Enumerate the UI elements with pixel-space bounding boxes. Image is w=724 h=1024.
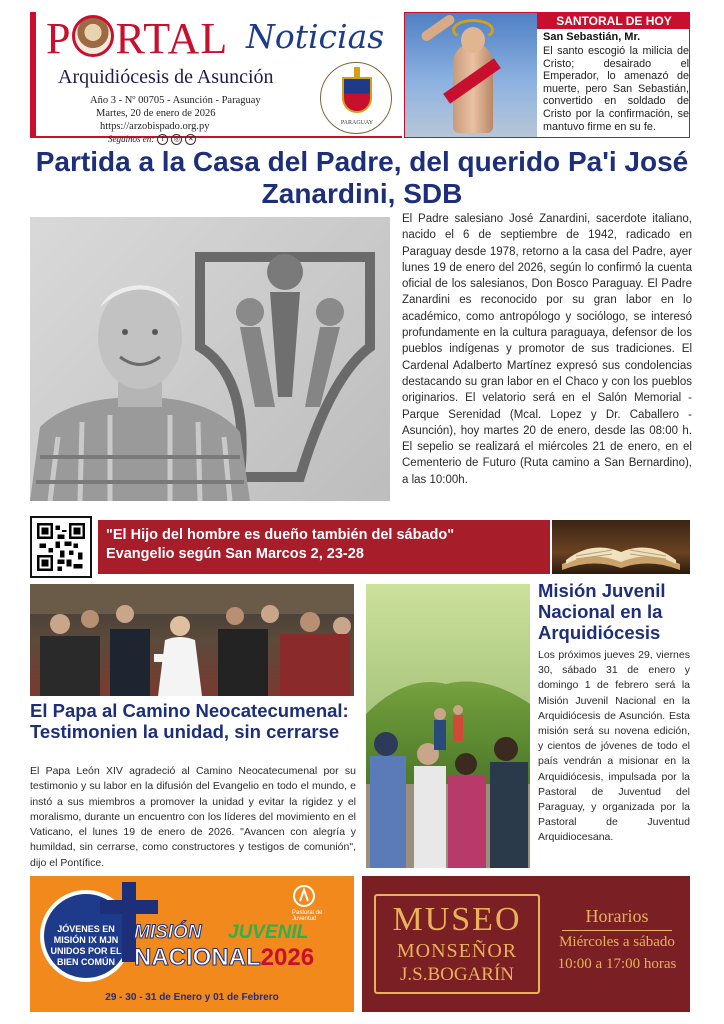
issue-number: Año 3 - Nº 00705 - Asunción - Paraguay [90,95,261,106]
zanardini-photo [30,217,390,501]
portal-logo-rtal: RTAL [115,14,229,63]
horarios-divider [562,930,672,931]
saint-sebastian-image [405,13,537,138]
museo-bogarin-banner[interactable] [362,876,690,1012]
youth-mission-photo [366,584,530,868]
website-link[interactable]: https://arzobispado.org.py [100,121,210,132]
open-bible-image [552,520,690,574]
pastoral-juventud-icon [292,884,316,908]
portal-logo-p: P [46,14,72,63]
virgin-medallion-icon [72,15,114,57]
horarios-hours: 10:00 a 17:00 horas [557,956,677,972]
pastoral-juventud-text: Pastoral de Juventud [292,910,323,922]
noticias-logo: Noticias [246,17,385,56]
mjn-year: 2026 [260,944,315,971]
saint-description: El santo escogió la milicia de Cristo; desairado el Emperador, lo amenazó de muerte, pero San Sebastián, convertido en soldado de Cristo por la confirmación, se mantuvo firme en su fe. [543,45,689,133]
mjn-word-nacional-text: NACIONAL [134,944,261,971]
mjn-emblem-text: JÓVENES EN MISIÓN IX MJN UNIDOS POR EL BIEN COMÚN [50,924,122,967]
priest-portrait [30,257,250,501]
saint-name: San Sebastián, Mr. [543,31,641,43]
instagram-icon[interactable]: ◎ [171,134,182,145]
seal-text: PARAGUAY [340,120,374,126]
museo-title-line1: MUSEO [392,901,522,938]
seal-shield-icon [342,77,372,113]
youth-story-text: Los próximos jueves 29, viernes 30, sábado 31 de enero y domingo 1 de febrero será la Misión Juvenil Nacional en la Arquidiócesis de Asunción. Esta misión será su novena edición, y cientos de jóvenes de todo el país vendrán a misionar en la Arquidiócesis, impulsada por la Pastoral de Juventud del Paraguay, y organizada por la Pastoral de Juventud Arquidiocesana. [538,649,690,844]
qr-code-icon[interactable] [30,516,92,578]
mjn-word-nacional [134,944,314,972]
pope-story-text: El Papa León XIV agradeció al Camino Neocatecumenal por su testimonio y su labor en la difusión del Evangelio en todo el mundo, e instó a sus miembros a promover la unidad y evitar la rigidez y el moralismo, durante un encuentro con los líderes del movimiento en el Vaticano, el lunes 19 de enero de 2026. "Avancen con alegría y humildad, sin cerrarse, como constructores y testigos de comunión", dijo el Pontífice. [30,765,356,869]
archdiocese-seal [320,62,392,134]
archdiocese-name: Arquidiócesis de Asunción [58,66,274,88]
masthead-red-bar [30,12,36,138]
facebook-icon[interactable]: f [157,134,168,145]
mjn-dates: 29 - 30 - 31 de Enero y 01 de Febrero [105,992,279,1003]
issue-date: Martes, 20 de enero de 2026 [96,108,216,119]
saint-head [461,27,485,53]
pastoral-juventud-logo [292,884,348,922]
gospel-banner [98,520,550,574]
museo-title-box [374,894,540,994]
mjn-word-mision: MISIÓN [134,922,202,943]
santoral-header: SANTORAL DE HOY [537,13,690,29]
main-headline: Partida a la Casa del Padre, del querido Pa'i José Zanardini, SDB [35,146,689,209]
x-icon[interactable]: ✕ [185,134,196,145]
pope-story-title: El Papa al Camino Neocatecumenal: Testimonien la unidad, sin cerrarse [30,700,349,742]
saint-arm [420,13,457,43]
portal-logo [46,14,228,64]
horarios-days: Miércoles a sábado [559,934,675,950]
main-story-text: El Padre salesiano José Zanardini, sacerdote italiano, nacido el 6 de septiembre de 1942, radicado en Paraguay desde 1978, retorno a la casa del Padre, ayer lunes 19 de enero del 2026, según lo confirmó la cuenta oficial de los salesianos, Don Bosco Paraguay. El Padre Zanardini es reconocido por su gran labor en lo académico, como antropólogo y sociólogo, se interesó profundamente en la cultura paraguaya, defensor de los pueblos indígenas y promotor de sus tradiciones. El Cardenal Adalberto Martínez expresó sus condolencias destacando su gran labor en el Chaco y con los pueblos originarios. El velatorio será en el Salón Memorial - Parque Serenidad (Mcal. Lopez y Dr. Caballero - Asunción), hoy martes 20 de enero, desde las 08:00 h. El sepelio se realizará el miércoles 21 de enero, en el Cementerio de Futuro (Ruta camino a San Bernardino), a las 10:00h. [402,213,692,486]
gospel-quote: "El Hijo del hombre es dueño también del sábado" [106,527,455,543]
social-links [90,133,261,146]
youth-story-title: Misión Juvenil Nacional en la Arquidiócesis [538,580,666,643]
follow-label: Seguinos en: [108,134,155,144]
museo-title-line2: MONSEÑOR [396,940,518,962]
mjn-2026-banner[interactable] [30,876,354,1012]
issue-info [90,94,261,146]
horarios-title: Horarios [585,906,649,926]
mjn-word-juvenil: JUVENIL [228,922,309,943]
santoral-box [404,12,690,138]
pope-audience-photo [30,584,354,696]
gospel-reference: Evangelio según San Marcos 2, 23-28 [106,546,364,562]
museo-title-line3: J.S.BOGARÍN [399,964,515,985]
cross-icon-bar [100,900,158,914]
masthead [30,12,402,144]
